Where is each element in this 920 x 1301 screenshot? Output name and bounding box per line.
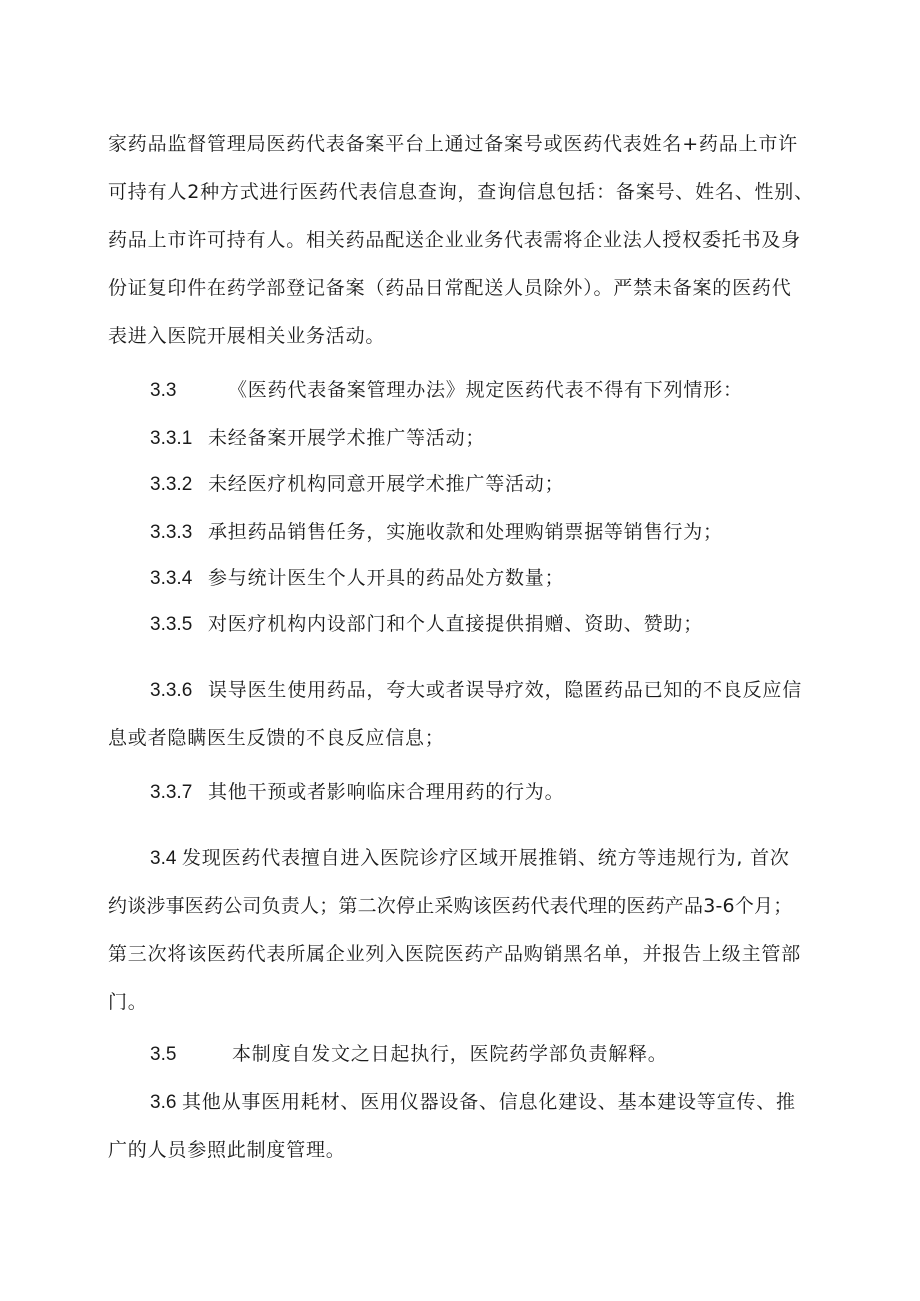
item-3-3-6-line-2: 息或者隐瞒医生反馈的不良反应信息； [108,727,445,749]
item-3-3-2 [150,470,564,499]
item-3-3-7 [150,778,564,807]
item-text: 未经医疗机构同意开展学术推广等活动； [208,473,565,495]
section-3-4-line-3: 第三次将该医药代表所属企业列入医院医药产品购销黑名单，并报告上级主管部 [108,943,802,965]
section-3-6-text: 其他从事医用耗材、医用仪器设备、信息化建设、基本建设等宣传、推 [182,1091,796,1113]
item-number: 3.3.3 [150,522,193,543]
item-text: 参与统计医生个人开具的药品处方数量； [208,567,565,589]
section-3-3-text: 《医药代表备案管理办法》规定医药代表不得有下列情形： [228,379,743,401]
item-number: 3.3.7 [150,782,193,803]
item-3-3-3 [150,518,723,547]
section-3-4-number: 3.4 [150,848,177,869]
item-3-3-5 [150,610,703,639]
item-number: 3.3.1 [150,428,193,449]
intro-line-2: 可持有人2种方式进行医药代表信息查询，查询信息包括：备案号、姓名、性别、 [108,181,814,203]
section-3-6-line-1 [150,1088,796,1117]
section-3-5-text: 本制度自发文之日起执行，医院药学部负责解释。 [232,1043,668,1065]
item-text: 未经备案开展学术推广等活动； [208,427,486,449]
intro-line-4: 份证复印件在药学部登记备案（药品日常配送人员除外）。严禁未备案的医药代 [108,277,792,299]
section-3-4-text: 发现医药代表擅自进入医院诊疗区域开展推销、统方等违规行为, 首次 [182,847,790,869]
intro-line-5: 表进入医院开展相关业务活动。 [108,325,386,347]
item-text: 承担药品销售任务，实施收款和处理购销票据等销售行为； [208,521,723,543]
section-3-3-number: 3.3 [150,380,177,401]
section-3-4-line-1 [150,844,790,873]
item-number: 3.3.5 [150,614,193,635]
item-text: 对医疗机构内设部门和个人直接提供捐赠、资助、赞助； [208,613,704,635]
section-3-5-number: 3.5 [150,1044,177,1065]
section-3-3 [150,376,743,405]
section-3-6-number: 3.6 [150,1092,177,1113]
item-number: 3.3.2 [150,474,193,495]
item-3-3-4 [150,564,564,593]
item-number: 3.3.6 [150,680,193,701]
item-3-3-1 [150,424,485,453]
section-3-6-line-2: 广的人员参照此制度管理。 [108,1139,346,1161]
section-3-4-line-2: 约谈涉事医药公司负责人；第二次停止采购该医药代表代理的医药产品3-6个月； [108,895,793,917]
item-text: 误导医生使用药品，夸大或者误导疗效，隐匿药品已知的不良反应信 [208,679,803,701]
item-text: 其他干预或者影响临床合理用药的行为。 [208,781,565,803]
section-3-4-line-4: 门。 [108,991,148,1013]
intro-line-1: 家药品监督管理局医药代表备案平台上通过备案号或医药代表姓名+药品上市许 [108,133,798,155]
item-number: 3.3.4 [150,568,193,589]
section-3-5 [150,1040,668,1069]
item-3-3-6-line-1 [150,676,802,705]
intro-line-3: 药品上市许可持有人。相关药品配送企业业务代表需将企业法人授权委托书及身 [108,229,802,251]
